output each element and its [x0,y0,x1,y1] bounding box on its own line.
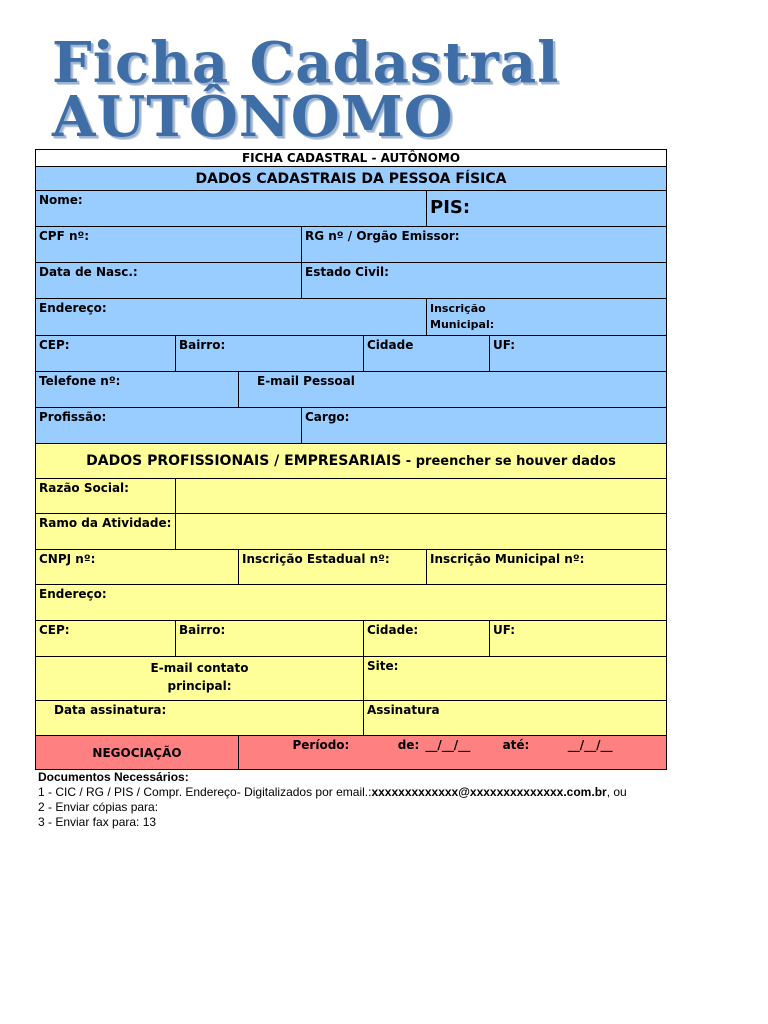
periodo-ate-label: até: [502,738,530,752]
documents-title: Documentos Necessários: [38,770,189,784]
documents-email-link[interactable]: xxxxxxxxxxxxx@xxxxxxxxxxxxxx.com.br [371,785,607,799]
periodo-label: Período: [292,738,350,752]
section-title-profissionais [36,444,667,479]
field-pis[interactable]: PIS: [427,191,667,227]
documents-item-3: 3 - Enviar fax para: 13 [38,815,157,829]
field-telefone[interactable]: Telefone nº: [36,372,239,408]
documents-item-1 [38,785,627,800]
field-data-assinatura[interactable]: Data assinatura: [36,701,364,736]
periodo-de: de: __/__/__ [397,738,471,752]
section-title-profissionais-note: - preencher se houver dados [401,454,616,469]
field-assinatura[interactable]: Assinatura [364,701,667,736]
field-email-contato[interactable] [36,657,364,701]
field-endereco-pj[interactable]: Endereço: [36,585,667,621]
field-inscricao-estadual[interactable]: Inscrição Estadual nº: [239,550,427,585]
field-rg[interactable]: RG nº / Orgão Emissor: [302,227,667,263]
registration-form-table [35,149,667,770]
section-title-profissionais-main: DADOS PROFISSIONAIS / EMPRESARIAIS [86,453,402,469]
field-uf-pj[interactable]: UF: [490,621,667,657]
field-cep-pf[interactable]: CEP: [36,336,176,372]
negociacao-periodo[interactable] [239,736,667,770]
input-razao-social[interactable] [176,479,667,514]
field-cpf[interactable]: CPF nº: [36,227,302,263]
field-cidade-pj[interactable]: Cidade: [364,621,490,657]
input-ramo-atividade[interactable] [176,514,667,550]
form-title-line1: Ficha Cadastral [52,30,560,96]
field-nome[interactable]: Nome: [36,191,427,227]
documents-item-1-text: 1 - CIC / RG / PIS / Compr. Endereço- Digitalizados por email.: [38,785,372,799]
inscricao-label-line1: Inscrição [430,302,486,315]
field-cargo[interactable]: Cargo: [302,408,667,444]
field-cidade-pf[interactable]: Cidade [364,336,490,372]
field-estado-civil[interactable]: Estado Civil: [302,263,667,299]
field-uf-pf[interactable]: UF: [490,336,667,372]
field-profissao[interactable]: Profissão: [36,408,302,444]
field-data-nascimento[interactable]: Data de Nasc.: [36,263,302,299]
label-razao-social: Razão Social: [36,479,176,514]
field-inscricao-municipal-pj[interactable]: Inscrição Municipal nº: [427,550,667,585]
field-endereco-pf[interactable]: Endereço: [36,299,427,336]
negociacao-label: NEGOCIAÇÃO [36,736,239,770]
email-contato-line2: principal: [167,679,232,693]
documents-section [38,770,627,830]
label-ramo-atividade: Ramo da Atividade: [36,514,176,550]
field-email-pessoal[interactable]: E-mail Pessoal [239,372,667,408]
field-cep-pj[interactable]: CEP: [36,621,176,657]
form-title-line2: AUTÔNOMO [52,84,454,150]
field-site[interactable]: Site: [364,657,667,701]
field-inscricao-municipal-pf[interactable] [427,299,667,336]
inscricao-label-line2: Municipal: [430,318,495,331]
field-bairro-pf[interactable]: Bairro: [176,336,364,372]
section-title-pessoa-fisica: DADOS CADASTRAIS DA PESSOA FÍSICA [36,167,667,191]
field-bairro-pj[interactable]: Bairro: [176,621,364,657]
documents-item-1-suffix: , ou [606,785,627,799]
field-cnpj[interactable]: CNPJ nº: [36,550,239,585]
form-header: FICHA CADASTRAL - AUTÔNOMO [36,150,667,167]
periodo-ate-date: __/__/__ [567,738,613,752]
documents-item-2: 2 - Enviar cópias para: [38,800,159,814]
email-contato-line1: E-mail contato [150,661,249,675]
